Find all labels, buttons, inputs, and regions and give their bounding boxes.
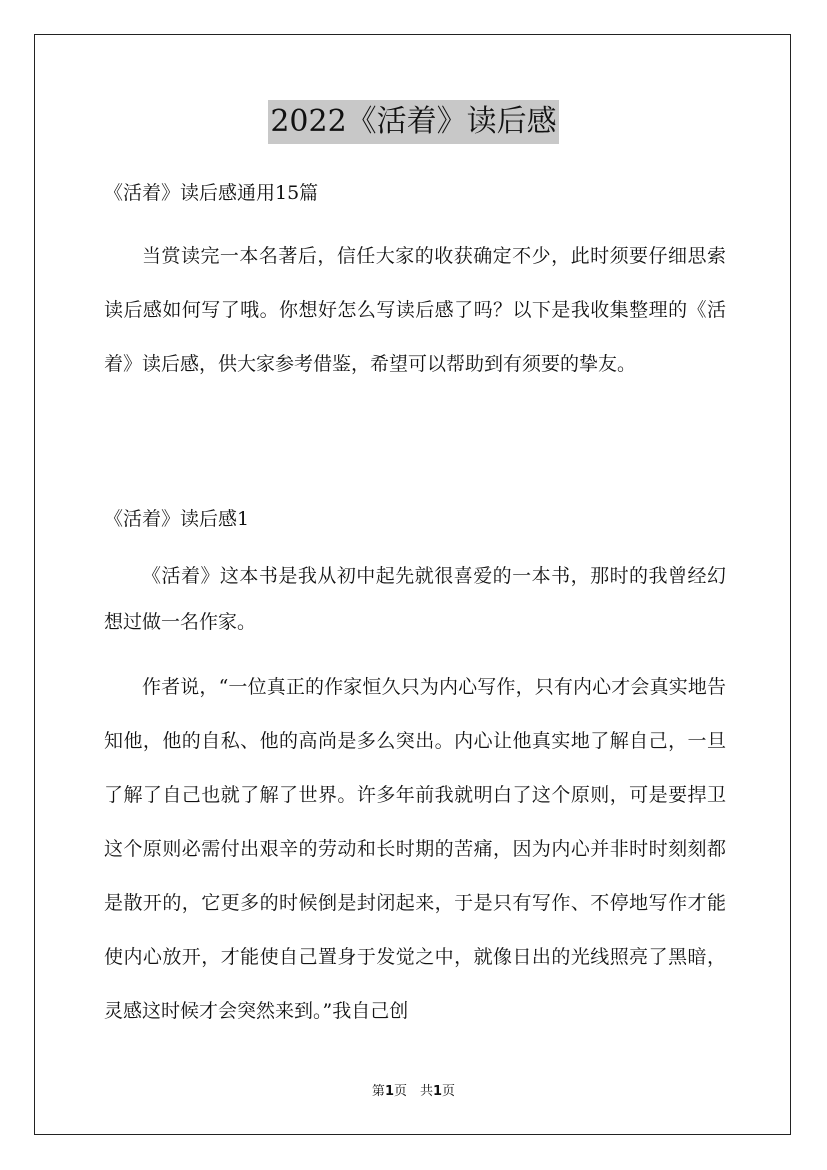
page-current: 1 bbox=[384, 1084, 394, 1099]
page-total: 1 bbox=[433, 1084, 443, 1099]
page-footer bbox=[0, 1082, 827, 1102]
title-container bbox=[0, 100, 827, 144]
document-subtitle: 《活着》读后感通用15篇 bbox=[104, 182, 319, 204]
body-paragraph-2: 作者说，“一位真正的作家恒久只为内心写作，只有内心才会真实地告知他，他的自私、他的高尚是多么突出。内心让他真实地了解自己，一旦了解了自己也就了解了世界。许多年前我就明白了这个原则，可是要捍卫这个原则必需付出艰辛的劳动和长时期的苦痛，因为内心并非时时刻刻都是散开的，它更多的时候倒是封闭起来，于是只有写作、不停地写作才能使内心放开，才能使自己置身于发觉之中，就像日出的光线照亮了黑暗，灵感这时候才会突然来到。”我自己创 bbox=[104, 676, 726, 1022]
document-title: 2022《活着》读后感 bbox=[268, 100, 558, 144]
body-paragraph-1: 《活着》这本书是我从初中起先就很喜爱的一本书，那时的我曾经幻想过做一名作家。 bbox=[104, 565, 726, 633]
page-mid: 页 共 bbox=[393, 1084, 433, 1099]
intro-paragraph: 当赏读完一本名著后，信任大家的收获确定不少，此时须要仔细思索读后感如何写了哦。你想好怎么写读后感了吗？以下是我收集整理的《活着》读后感，供大家参考借鉴，希望可以帮助到有须要的挚友。 bbox=[104, 245, 726, 375]
page-suffix: 页 bbox=[442, 1084, 456, 1099]
page-prefix: 第 bbox=[371, 1084, 385, 1099]
section-heading: 《活着》读后感1 bbox=[104, 508, 250, 530]
